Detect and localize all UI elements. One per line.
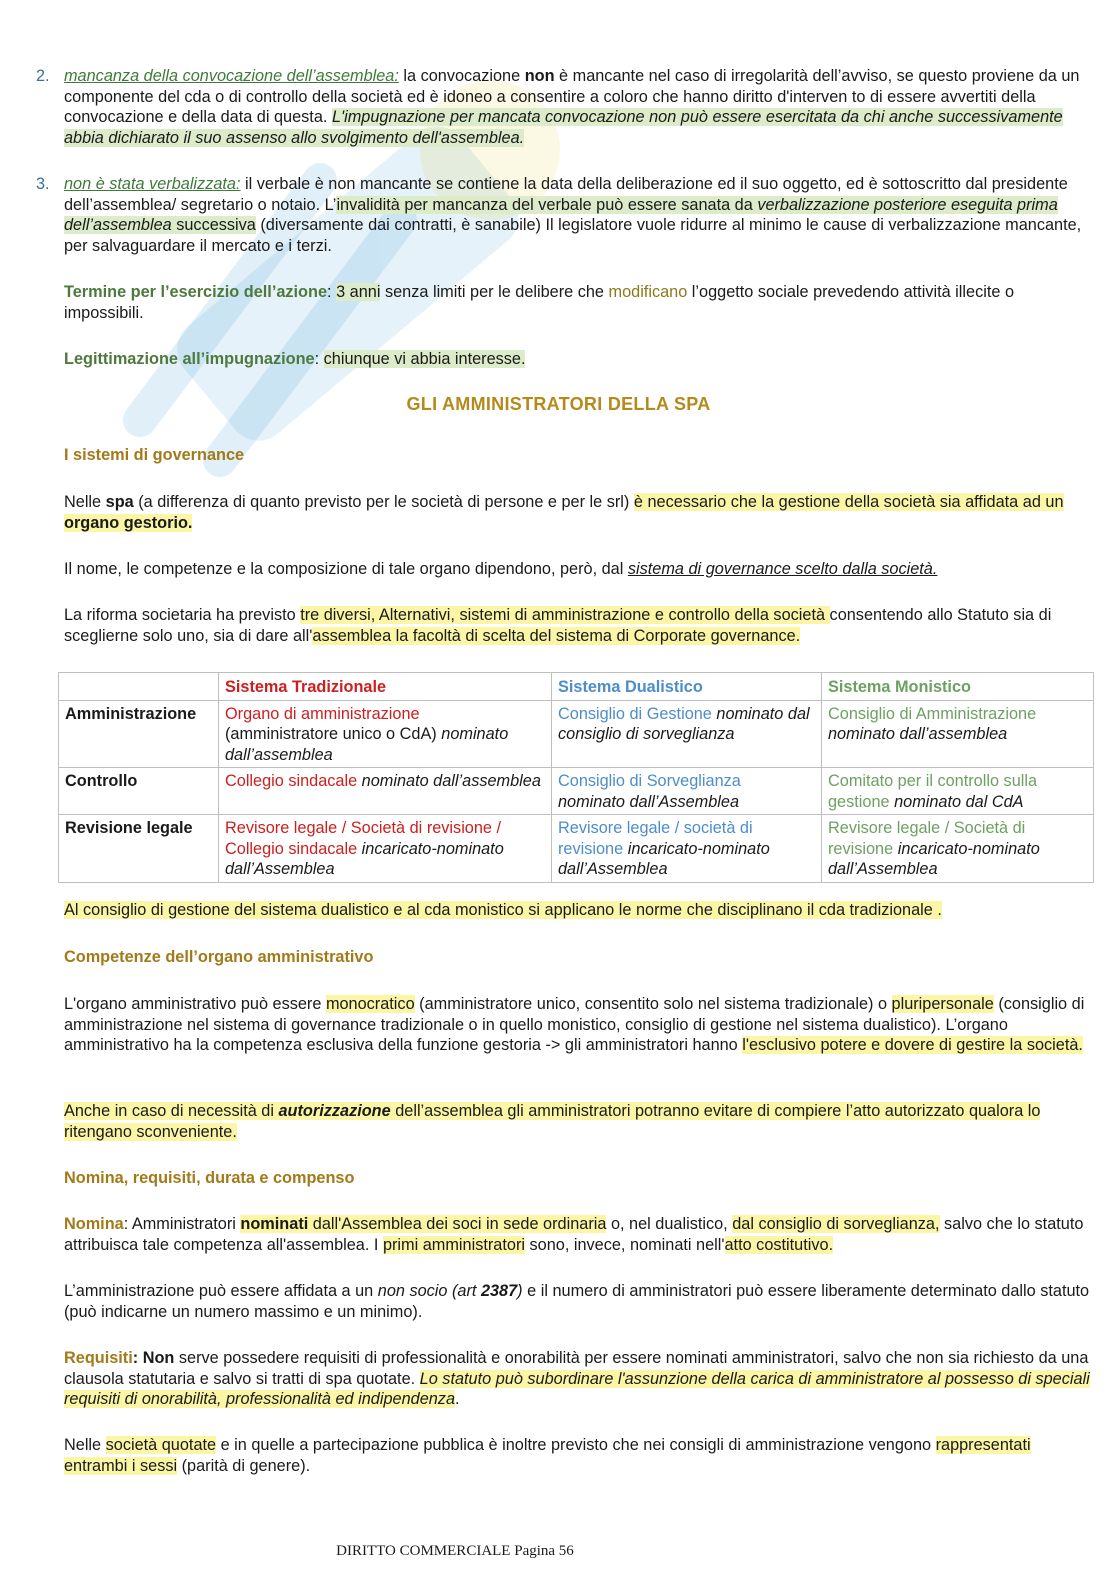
cell-monistico [822,700,1094,768]
quotate-paragraph [64,1435,1096,1476]
cell-tradizionale [219,815,552,883]
quotate-text-2: e in quelle a partecipazione pubblica è inoltre previsto che nei consigli di amministrazione vengono [216,1436,936,1454]
table-row [59,768,1094,815]
cell-italic: incaricato-nominato dall’Assemblea [558,839,770,878]
item-2-text-2: è mancante nel caso di irregolarità dell’avviso, se questo proviene da un componente del cda o di controllo della società ed è idoneo a consentire a coloro che hanno diritto d'interven to di essere avvertiti della convocazione e della data di questa. [64,67,1080,126]
termine-label: Termine per l’esercizio dell’azione [64,283,328,301]
spa-highlight: è necessario che la gestione della società sia affidata ad un [633,493,1064,511]
cell-italic: nominato dall’assemblea [828,725,1008,743]
organo-highlight-3: l'esclusivo potere e dovere di gestire la società. [742,1036,1083,1054]
spa-text: Nelle [64,493,106,511]
quotate-text-3: (parità di genere). [177,1456,311,1475]
legittimazione-label: Legittimazione all’impugnazione [64,350,315,368]
nome-underlined: sistema di governance scelto dalla società. [627,560,938,578]
item-2-heading: mancanza della convocazione dell’assemblea: [64,67,399,85]
requisiti-text: serve possedere requisiti di professionalità e onorabilità per essere nominati amministratori, salvo che non sia richiesto da una clausola statutaria e salvo si tratti di spa quotate. [64,1349,1089,1388]
legittimazione-highlight: chiunque vi abbia interesse. [323,350,526,368]
cell-main: Consiglio di Amministrazione [828,704,1037,723]
cell-italic: nominato dall’assemblea [357,772,541,790]
riforma-text: La riforma societaria ha previsto [64,606,301,624]
organo-highlight: monocratico [325,995,415,1013]
item-3-heading: non è stata verbalizzata: [64,175,241,193]
governance-table [58,672,1094,883]
non-socio-italic-2: ) [517,1282,523,1300]
requisiti-label: Requisiti [64,1349,133,1367]
header-monistico: Sistema Monistico [822,673,1094,701]
nomina-highlight-bold: nominati [240,1215,309,1233]
item-3-paragraph [64,174,1096,256]
cell-main: Organo di amministrazione [225,704,420,723]
organo-paragraph [64,994,1096,1056]
item-3-highlight-italic: verbalizzazione posteriore eseguita prima dell’assemblea [64,195,1058,234]
nomina-label: Nomina [64,1215,124,1233]
item-3-highlight: invalidità per mancanza del verbale può essere sanata da [336,195,758,214]
non-socio-text-2: e il numero di amministratori può essere liberamente determinato dallo statuto (può indicarne un numero massimo e un minimo). [64,1282,1090,1321]
nomina-heading: Nomina, requisiti, durata e compenso [64,1169,355,1187]
riforma-highlight-2: assemblea la facoltà di scelta del sistema di Corporate governance. [312,626,801,645]
legittimazione-paragraph [64,349,1096,370]
cell-dualistico [552,768,822,815]
table-row [59,815,1094,883]
item-3-text-2: (diversamente dai contratti, è sanabile) Il legislatore vuole ridurre al minimo le cause di verbalizzazione mancante, per salvaguardare il mercato e i terzi. [64,216,1082,255]
cell-tradizionale [219,768,552,815]
organo-highlight-2: pluripersonale [891,995,994,1013]
cell-italic: nominato dal CdA [889,792,1024,811]
cell-main: Revisore legale / Società di revisione / Collegio sindacale [225,819,502,858]
consiglio-highlight: Al consiglio di gestione del sistema dualistico e al cda monistico si applicano le norme che disciplinano il cda tradizionale . [64,901,942,919]
item-2-number: 2. [36,67,50,85]
cell-italic: incaricato-nominato dall’Assemblea [828,839,1040,878]
organo-text-2: (amministratore unico, consentito solo nel sistema tradizionale) o [414,995,892,1013]
requisiti-bold: Non [142,1349,175,1367]
cell-monistico [822,768,1094,815]
row-label: Controllo [59,768,219,815]
requisiti-colon: : [132,1349,143,1367]
riforma-paragraph [64,605,1096,646]
cell-monistico [822,815,1094,883]
item-2-paragraph [64,66,1096,148]
termine-paragraph [64,282,1096,323]
autorizzazione-bold-italic: autorizzazione [278,1102,391,1120]
spa-text-2: (a differenza di quanto previsto per le società di persone e per le srl) [133,493,634,511]
nomina-text-3: salvo che lo statuto attribuisca tale competenza all'assemblea. I [64,1215,1084,1254]
item-2-text: la convocazione [398,67,525,85]
non-socio-article: 2387 [480,1282,518,1300]
consiglio-paragraph [64,900,1096,921]
termine-sep: : [327,283,337,301]
nomina-text: : Amministratori [123,1215,241,1233]
legittimazione-sep: : [314,350,324,368]
item-3-text: il verbale è non mancante se contiene la data della deliberazione ed il suo oggetto, ed è sottoscritto dal presidente dell’assemblea/ segretario o notaio. L’ [64,175,1068,214]
organo-text-3: (consiglio di amministrazione nel sistema di governance tradizionale o in quello monistico, consiglio di gestione nel sistema dualistico). L’organo amministrativo ha la competenza esclusiva della funzione gestoria -> gli amministratori hanno [64,995,1085,1054]
termine-olive: modificano [608,283,688,301]
nomina-highlight-2: dal consiglio di sorveglianza, [732,1215,940,1233]
cell-dualistico [552,700,822,768]
nomina-paragraph [64,1214,1096,1255]
cell-main: Consiglio di Sorveglianza [558,772,741,790]
page-footer: DIRITTO COMMERCIALE Pagina 56 [336,1543,574,1559]
sistemi-heading: I sistemi di governance [64,446,245,464]
cell-italic: nominato dall’assemblea [225,725,509,764]
quotate-highlight: società quotate [105,1436,217,1454]
header-tradizionale: Sistema Tradizionale [219,673,552,701]
spa-paragraph [64,492,1096,533]
item-2-highlight: L'impugnazione per mancata convocazione non può essere esercitata da chi anche successivamente abbia dichiarato il suo assenso allo svolgimento dell'assemblea. [64,108,1063,147]
row-label: Revisione legale [59,815,219,883]
autorizzazione-paragraph [64,1101,1096,1142]
quotate-highlight-2: rappresentati entrambi i sessi [64,1436,1031,1475]
non-socio-paragraph [64,1281,1096,1322]
riforma-text-2: consentendo allo Statuto sia di sceglierne solo uno, sia di dare all' [64,606,1052,645]
quotate-text: Nelle [64,1436,106,1454]
termine-text: senza limiti per le delibere che [380,283,609,301]
spa-highlight-bold: organo gestorio. [64,513,193,532]
autorizzazione-text-2: dell’assemblea gli amministratori potranno evitare di compiere l’atto autorizzato qualora lo ritengano sconveniente. [64,1102,1041,1141]
row-label: Amministrazione [59,700,219,768]
requisiti-highlight: Lo statuto può subordinare l'assunzione della carica di amministratore al possesso di speciali requisiti di onorabilità, professionalità ed indipendenza [64,1369,1090,1408]
table-header-row [59,673,1094,701]
nomina-highlight-3: primi amministratori [382,1235,525,1254]
requisiti-end: . [455,1390,460,1408]
item-3-highlight-2: successiva [171,216,256,234]
section-title: GLI AMMINISTRATORI DELLA SPA [406,394,711,414]
cell-rest: (amministratore unico o CdA) [225,725,442,743]
header-dualistico: Sistema Dualistico [552,673,822,701]
requisiti-paragraph [64,1348,1096,1410]
non-socio-text: L’amministrazione può essere affidata a un [64,1282,378,1300]
competenze-heading: Competenze dell’organo amministrativo [64,948,374,966]
cell-italic: nominato dal consiglio di sorveglianza [558,704,810,743]
item-3-number: 3. [36,175,50,193]
cell-main: Consiglio di Gestione [558,704,712,723]
cell-main: Revisore legale / società di revisione [558,819,753,858]
cell-main: Comitato per il controllo sulla gestione [828,772,1038,811]
cell-dualistico [552,815,822,883]
cell-italic: incaricato-nominato dall’Assemblea [225,839,504,878]
termine-highlight: 3 anni [336,283,381,301]
nome-paragraph [64,559,1096,580]
nomina-highlight: dall'Assemblea dei soci in sede ordinaria [308,1215,607,1233]
cell-tradizionale [219,700,552,768]
cell-main: Revisore legale / Società di revisione [828,819,1026,858]
non-socio-italic: non socio (art [377,1282,481,1300]
nomina-text-2: o, nel dualistico, [606,1215,733,1233]
nomina-text-4: sono, invece, nominati nell' [524,1235,725,1254]
item-2-bold: non [524,67,555,85]
riforma-highlight: tre diversi, Alternativi, sistemi di amministrazione e controllo della società [300,606,830,624]
nomina-highlight-4: atto costitutivo. [724,1235,834,1254]
organo-text: L'organo amministrativo può essere [64,995,326,1013]
termine-text-2: l’oggetto sociale prevedendo attività illecite o impossibili. [64,283,1014,322]
autorizzazione-text: Anche in caso di necessità di [64,1102,279,1120]
table-row [59,700,1094,768]
cell-italic: nominato dall’Assemblea [558,792,740,811]
spa-bold: spa [105,493,134,511]
nome-text: Il nome, le competenze e la composizione di tale organo dipendono, però, dal [64,560,628,578]
cell-main: Collegio sindacale [225,772,358,790]
table-corner-cell [59,673,219,701]
